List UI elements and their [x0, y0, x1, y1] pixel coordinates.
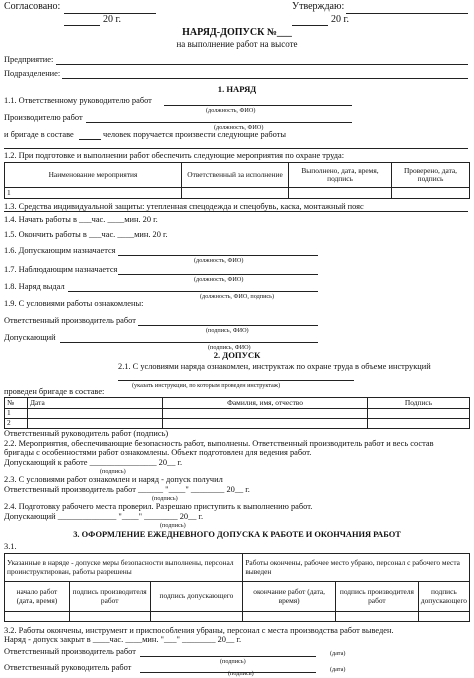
date-line-right	[292, 25, 328, 26]
p22-line-b: бригады с особенностями работ ознакомлены. Объект подготовлен для ведения работ.	[4, 448, 312, 457]
p19-text: 1.9. С условиями работы ознакомлены:	[4, 299, 144, 308]
brigade-row-2: 2	[5, 419, 28, 429]
daily-left-header: Указанные в наряде - допуске меры безопасности выполнены, персонал проинструктирован, работы разрешены	[5, 554, 243, 582]
p14-text: 1.4. Начать работы в ___час. ____мин. 20 г.	[4, 215, 158, 224]
works-line	[4, 148, 468, 149]
brigade-label-a: и бригаде в составе	[4, 130, 74, 139]
p16-hint: (должность, ФИО)	[194, 257, 244, 264]
p13-line	[4, 211, 468, 212]
measures-col-done: Выполнено, дата, время, подпись	[289, 163, 392, 188]
resp-producer-line	[138, 325, 318, 326]
closed-text: Наряд - допуск закрыт в ____час. ____мин. "___" ________ 20__ г.	[4, 635, 242, 644]
measures-col-checked: Проверено, дата, подпись	[392, 163, 470, 188]
measures-row-1: 1	[5, 188, 182, 199]
year-right: 20 г.	[331, 14, 349, 25]
document-title: НАРЯД-ДОПУСК №___	[182, 27, 292, 38]
resp-producer-hint: (подпись, ФИО)	[206, 327, 249, 334]
p17-hint: (должность, ФИО)	[194, 276, 244, 283]
p18-line	[68, 291, 318, 292]
p32-text: 3.2. Работы окончены, инструмент и приспособления убраны, персонал с места производства работ выведен.	[4, 626, 394, 635]
resp-producer-date: Ответственный производитель работ ______ "____" ________ 20__ г.	[4, 485, 250, 494]
final-manager-label: Ответственный руководитель работ	[4, 663, 132, 672]
p11-line	[164, 105, 352, 106]
producer-label: Производителю работ	[4, 113, 83, 122]
final-producer-hint: (подпись)	[220, 658, 246, 665]
final-producer-date: (дата)	[330, 650, 346, 657]
p31-text: 3.1.	[4, 542, 17, 551]
p21-text: 2.1. С условиями наряда ознакомлен, инструктаж по охране труда в объеме инструкций	[118, 362, 431, 371]
admitting-date-hint: (подпись)	[160, 522, 186, 529]
subdivision-label: Подразделение:	[4, 69, 61, 78]
enterprise-label: Предприятие:	[4, 55, 54, 64]
brigade-label-b: человек поручается произвести следующие работы	[103, 130, 286, 139]
final-manager-date: (дата)	[330, 666, 346, 673]
measures-col-name: Наименование мероприятия	[5, 163, 182, 188]
admit-sign-hint: (подпись)	[100, 468, 126, 475]
col-admitter-sign-2: подпись допускающего	[418, 582, 469, 612]
p24-text: 2.4. Подготовку рабочего места проверил. Разрешаю приступить к выполнению работ.	[4, 502, 313, 511]
brigade-count-line	[79, 139, 101, 140]
admit-sign: Допускающий к работе ________________ 20__ г.	[4, 458, 183, 467]
section-1-heading: 1. НАРЯД	[217, 84, 257, 94]
p16-line	[118, 255, 318, 256]
col-end: окончание работ (дата, время)	[243, 582, 336, 612]
col-admitter-sign: подпись допускающего	[150, 582, 243, 612]
brigade-col-date: Дата	[28, 398, 163, 409]
admitting-label: Допускающий	[4, 333, 56, 342]
final-producer-label: Ответственный производитель работ	[4, 647, 136, 656]
measures-col-responsible: Ответственный за исполнение	[182, 163, 289, 188]
final-producer-line	[140, 656, 316, 657]
p21-line	[118, 380, 354, 381]
col-producer-sign: подпись производителя работ	[69, 582, 150, 612]
subdivision-line	[62, 78, 468, 79]
brigade-col-fio: Фамилия, имя, отчество	[163, 398, 368, 409]
daily-right-header: Работы окончены, рабочее место убрано, персонал с рабочего места выведен	[243, 554, 470, 582]
producer-line	[86, 122, 352, 123]
admitting-line	[60, 342, 318, 343]
daily-admission-table	[4, 553, 470, 622]
p16-text: 1.6. Допускающим назначается	[4, 246, 116, 255]
col-start: начало работ (дата, время)	[5, 582, 70, 612]
resp-producer-label: Ответственный производитель работ	[4, 316, 136, 325]
p12-text: 1.2. При подготовке и выполнении работ обеспечить следующие мероприятия по охране труда:	[4, 151, 345, 160]
p11-text: 1.1. Ответственному руководителю работ	[4, 96, 152, 105]
p11-hint: (должность, ФИО)	[206, 107, 256, 114]
brigade-composition-label: проведен бригаде в составе:	[4, 387, 105, 396]
admitting-date: Допускающий ______________ "____" ________ 20__ г.	[4, 512, 204, 521]
year-left: 20 г.	[103, 14, 121, 25]
measures-table	[4, 162, 470, 199]
p13-text: 1.3. Средства индивидуальной защиты: утепленная спецодежда и спецобувь, каска, монтажный пояс	[4, 202, 364, 211]
brigade-col-sign: Подпись	[368, 398, 470, 409]
final-manager-hint: (подпись)	[228, 670, 254, 677]
brigade-col-num: №	[5, 398, 28, 409]
section-2-heading: 2. ДОПУСК	[213, 350, 261, 360]
col-producer-sign-2: подпись производителя работ	[335, 582, 418, 612]
document-subtitle: на выполнение работ на высоте	[176, 39, 298, 49]
brigade-table	[4, 397, 470, 429]
p21-hint: (указать инструкции, по которым проведен инструктаж)	[132, 382, 281, 389]
brigade-row-1: 1	[5, 409, 28, 419]
p17-line	[118, 274, 318, 275]
section-3-heading: 3. ОФОРМЛЕНИЕ ЕЖЕДНЕВНОГО ДОПУСКА К РАБОТЕ И ОКОНЧАНИЯ РАБОТ	[73, 530, 401, 539]
p18-hint: (должность, ФИО, подпись)	[200, 293, 275, 300]
date-line-left	[64, 25, 100, 26]
p17-text: 1.7. Наблюдающим назначается	[4, 265, 118, 274]
producer-hint: (должность, ФИО)	[214, 124, 264, 131]
approved-label: Утверждаю:	[292, 1, 345, 12]
p15-text: 1.5. Окончить работы в ___час. ____мин. 20 г.	[4, 230, 168, 239]
agreed-label: Согласовано:	[4, 1, 61, 12]
p23-text: 2.3. С условиями работ ознакомлен и наряд - допуск получил	[4, 475, 223, 484]
p18-text: 1.8. Наряд выдал	[4, 282, 65, 291]
enterprise-line	[56, 64, 468, 65]
resp-manager-sign: Ответственный руководитель работ (подпись)	[4, 429, 169, 438]
approved-line	[346, 13, 468, 14]
admitting-hint: (подпись, ФИО)	[208, 344, 251, 351]
p22-line-a: 2.2. Мероприятия, обеспечивающие безопасность работ, выполнены. Ответственный производитель работ и весь состав	[4, 439, 434, 448]
resp-producer-date-hint: (подпись)	[152, 495, 178, 502]
